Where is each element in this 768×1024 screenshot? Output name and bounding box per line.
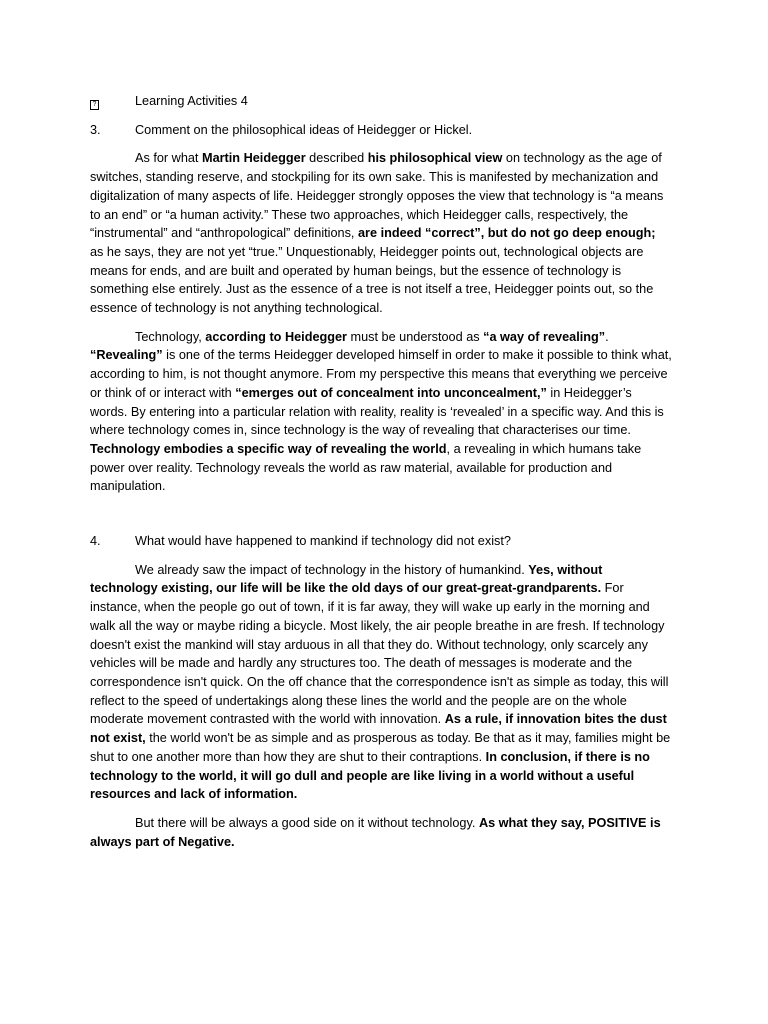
- bold-text-run: according to Heidegger: [205, 329, 347, 344]
- bold-text-run: Technology embodies a specific way of revealing the world: [90, 441, 447, 456]
- question-3-number: 3.: [90, 122, 101, 137]
- section-title: Learning Activities 4: [135, 94, 248, 108]
- bold-text-run: Martin Heidegger: [202, 151, 306, 166]
- bold-text-run: “a way of revealing”: [483, 329, 606, 344]
- text-run: .: [605, 329, 609, 344]
- text-run: on technology as the age of switches, standing reserve, and stockpiling for its own sake. This is manifested by mechanization and digitalization of many aspects of life. Heidegger strongly opposes the view that technology is “a means to an end” or “a human activity.” These two approaches, which Heidegger calls, respectively, the “instrumental” and “anthropological” definitions,: [90, 151, 664, 241]
- text-run: , a revealing in which humans take power over reality. Technology reveals the world as raw material, available for production and manipulation.: [90, 441, 642, 494]
- text-run: must be understood as: [347, 329, 484, 344]
- learning-activities-heading: [90, 92, 672, 111]
- bullet-box-icon: ?: [90, 100, 99, 110]
- bold-text-run: In conclusion, if there is no technology to the world, it will go dull and people are like living in a world without a useful resources and lack of information.: [90, 749, 650, 802]
- bold-text-run: As what they say, POSITIVE is always part of Negative.: [90, 815, 661, 849]
- question-3-text: Comment on the philosophical ideas of Heidegger or Hickel.: [135, 122, 473, 137]
- text-run: Technology,: [135, 329, 206, 344]
- text-run: the world won't be as simple and as prosperous as today. Be that as it may, families might be shut to one another more than how they are shut to their contraptions.: [90, 731, 671, 764]
- document-content: [90, 92, 672, 851]
- question-3-heading: [90, 121, 672, 140]
- question-4-text: What would have happened to mankind if technology did not exist?: [135, 534, 511, 549]
- answer-3-paragraph-2: [90, 328, 672, 496]
- question-4-heading: [90, 532, 672, 551]
- bold-text-run: “emerges out of concealment into unconcealment,”: [235, 385, 547, 400]
- answer-4-paragraph-2: [90, 814, 672, 851]
- text-run: For instance, when the people go out of town, if it is far away, they will wake up early in the morning and walk all the way or maybe riding a bicycle. Most likely, the air people breathe in are fresh. If technology doesn't exist the mankind will stay arduous in all that they do. Without technology, only scarcely any vehicles will be made and hardly any structures too. The death of messages is moderate and the correspondence isn't quick. On the off chance that the correspondence isn't as simple as today, this will reflect to the speed of undertakings along these lines the world and the people are on the whole moderate movement contrasted with the world with innovation.: [90, 581, 669, 727]
- text-run: in Heidegger’s words. By entering into a particular relation with reality, reality is ‘revealed’ in a specific way. And this is where technology comes in, since technology is the way of revealing that characterises our time.: [90, 385, 664, 438]
- text-run: is one of the terms Heidegger developed himself in order to make it possible to think what, according to him, is not thought anymore. From my perspective this means that everything we perceive or think of or interact with: [90, 348, 672, 400]
- bold-text-run: As a rule, if innovation bites the dust not exist,: [90, 712, 667, 746]
- text-run: We already saw the impact of technology in the history of humankind.: [135, 562, 529, 577]
- bold-text-run: his philosophical view: [367, 151, 503, 166]
- answer-3-paragraph-1: [90, 149, 672, 317]
- question-4-number: 4.: [90, 534, 101, 549]
- text-run: as he says, they are not yet “true.” Unquestionably, Heidegger points out, technological objects are means for ends, and are built and operated by human beings, but the essence of technology is something else entirely. Just as the essence of a tree is not itself a tree, Heidegger points out, so the essence of technology is not anything technological.: [90, 244, 654, 316]
- bold-text-run: are indeed “correct”, but do not go deep enough;: [358, 226, 656, 241]
- text-run: As for what: [135, 151, 202, 166]
- bullet-marker: [90, 92, 135, 111]
- bold-text-run: “Revealing”: [90, 348, 163, 363]
- answer-4-paragraph-1: [90, 561, 672, 804]
- text-run: But there will be always a good side on it without technology.: [135, 815, 479, 830]
- text-run: described: [305, 151, 368, 166]
- bold-text-run: Yes, without technology existing, our life will be like the old days of our great-great-grandparents.: [90, 562, 603, 596]
